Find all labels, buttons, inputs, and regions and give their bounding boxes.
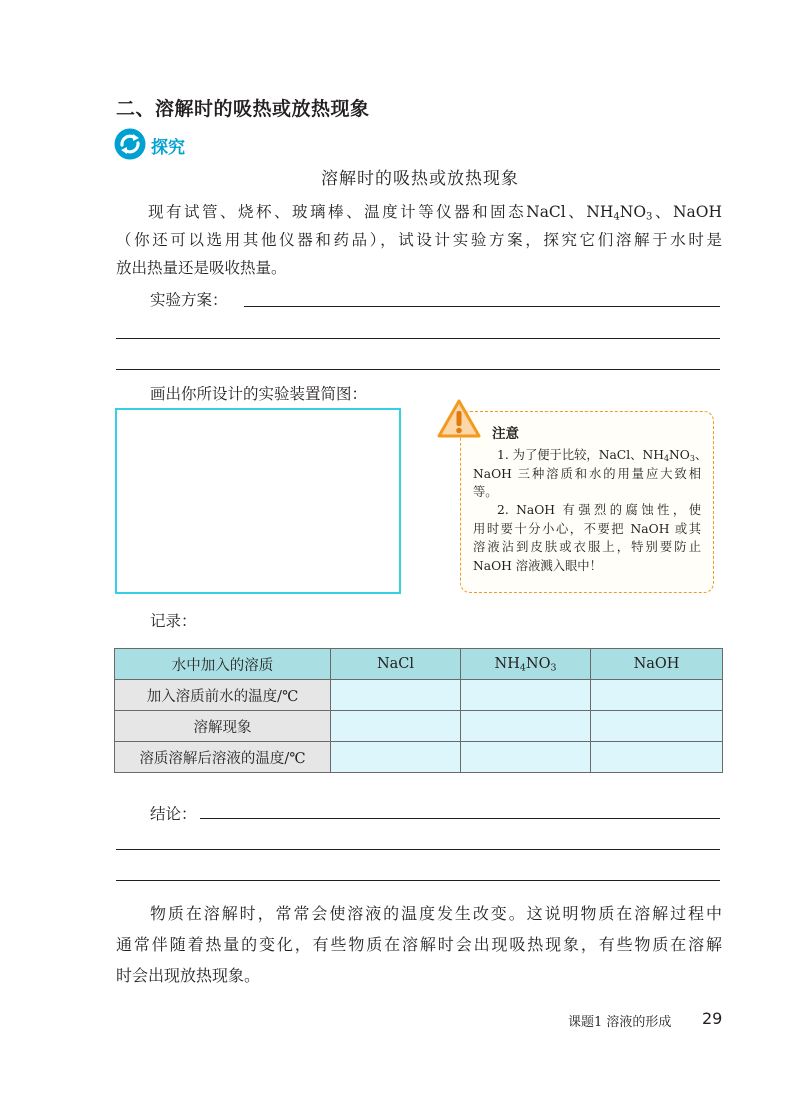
drawing-area[interactable] [115,408,401,594]
note-item-2-line-1: 2. NaOH 有强烈的腐蚀性，使 [497,503,701,517]
cell-nacl-temp-after[interactable] [331,742,461,773]
note-item-2-line-3: 溶液沾到皮肤或衣服上，特别要防止 [473,540,701,554]
cell-naoh-temp-before[interactable] [591,680,723,711]
cell-nacl-phenomenon[interactable] [331,711,461,742]
summary-line-1: 物质在溶解时，常常会使溶液的温度发生改变。这说明物质在溶解过程中 [150,904,722,923]
section-title: 二、溶解时的吸热或放热现象 [116,98,370,120]
row-label-temp-after: 溶质溶解后溶液的温度/℃ [115,742,331,773]
intro-paragraph [116,198,722,282]
note-title: 注意 [492,426,519,442]
table-row [115,742,723,773]
cell-nh4no3-temp-after[interactable] [461,742,591,773]
intro-line-2: （你还可以选用其他仪器和药品），试设计实验方案，探究它们溶解于水时是 [116,231,722,249]
cell-nacl-temp-before[interactable] [331,680,461,711]
footer-chapter: 课题1 溶液的形成 [568,1015,672,1030]
conclusion-line-2[interactable] [116,849,720,850]
conclusion-line-3[interactable] [116,880,720,881]
cell-naoh-phenomenon[interactable] [591,711,723,742]
note-item-2-line-4: NaOH 溶液溅入眼中！ [473,558,602,573]
row-label-phenomenon: 溶解现象 [115,711,331,742]
cell-naoh-temp-after[interactable] [591,742,723,773]
table-header-row [115,649,723,680]
cell-nh4no3-temp-before[interactable] [461,680,591,711]
table-row [115,680,723,711]
note-item-1-line-3: 等。 [473,485,498,499]
note-item-2 [473,501,701,575]
explore-icon [114,128,146,160]
summary-line-2: 通常伴随着热量的变化，有些物质在溶解时会出现吸热现象，有些物质在溶解 [116,935,722,954]
plan-answer-line-1[interactable] [244,306,720,307]
plan-answer-line-2[interactable] [116,338,720,339]
cell-nh4no3-phenomenon[interactable] [461,711,591,742]
row-label-temp-before: 加入溶质前水的温度/℃ [115,680,331,711]
warning-icon [437,398,481,440]
explore-label: 探究 [151,138,185,158]
header-nacl: NaCl [331,649,461,680]
note-item-1 [473,446,708,502]
intro-line-1: 现有试管、烧杯、玻璃棒、温度计等仪器和固态NaCl、$NH_4NO_3$、NaOH [148,203,722,223]
draw-label: 画出你所设计的实验装置简图： [150,385,368,403]
intro-line-3: 放出热量还是吸收热量。 [116,259,287,277]
header-solute: 水中加入的溶质 [115,649,331,680]
conclusion-label: 结论： [150,805,197,823]
record-table [114,648,723,773]
table-row [115,711,723,742]
summary-paragraph [116,898,722,991]
conclusion-line-1[interactable] [200,818,720,819]
note-item-1-line-1: 1. 为了便于比较，NaCl、$NH_4NO_3$、 [497,448,708,463]
plan-label: 实验方案： [150,291,228,309]
record-label: 记录： [150,612,197,630]
page-number: 29 [702,1009,723,1028]
summary-line-3: 时会出现放热现象。 [116,966,261,985]
experiment-title: 溶解时的吸热或放热现象 [321,169,519,189]
note-item-1-line-2: NaOH 三种溶质和水的用量应大致相 [473,466,701,481]
header-naoh: NaOH [591,649,723,680]
note-item-2-line-2: 用时要十分小心，不要把 NaOH 或其 [473,521,701,536]
plan-answer-line-3[interactable] [116,369,720,370]
header-nh4no3: $NH_4NO_3$ [461,649,591,680]
